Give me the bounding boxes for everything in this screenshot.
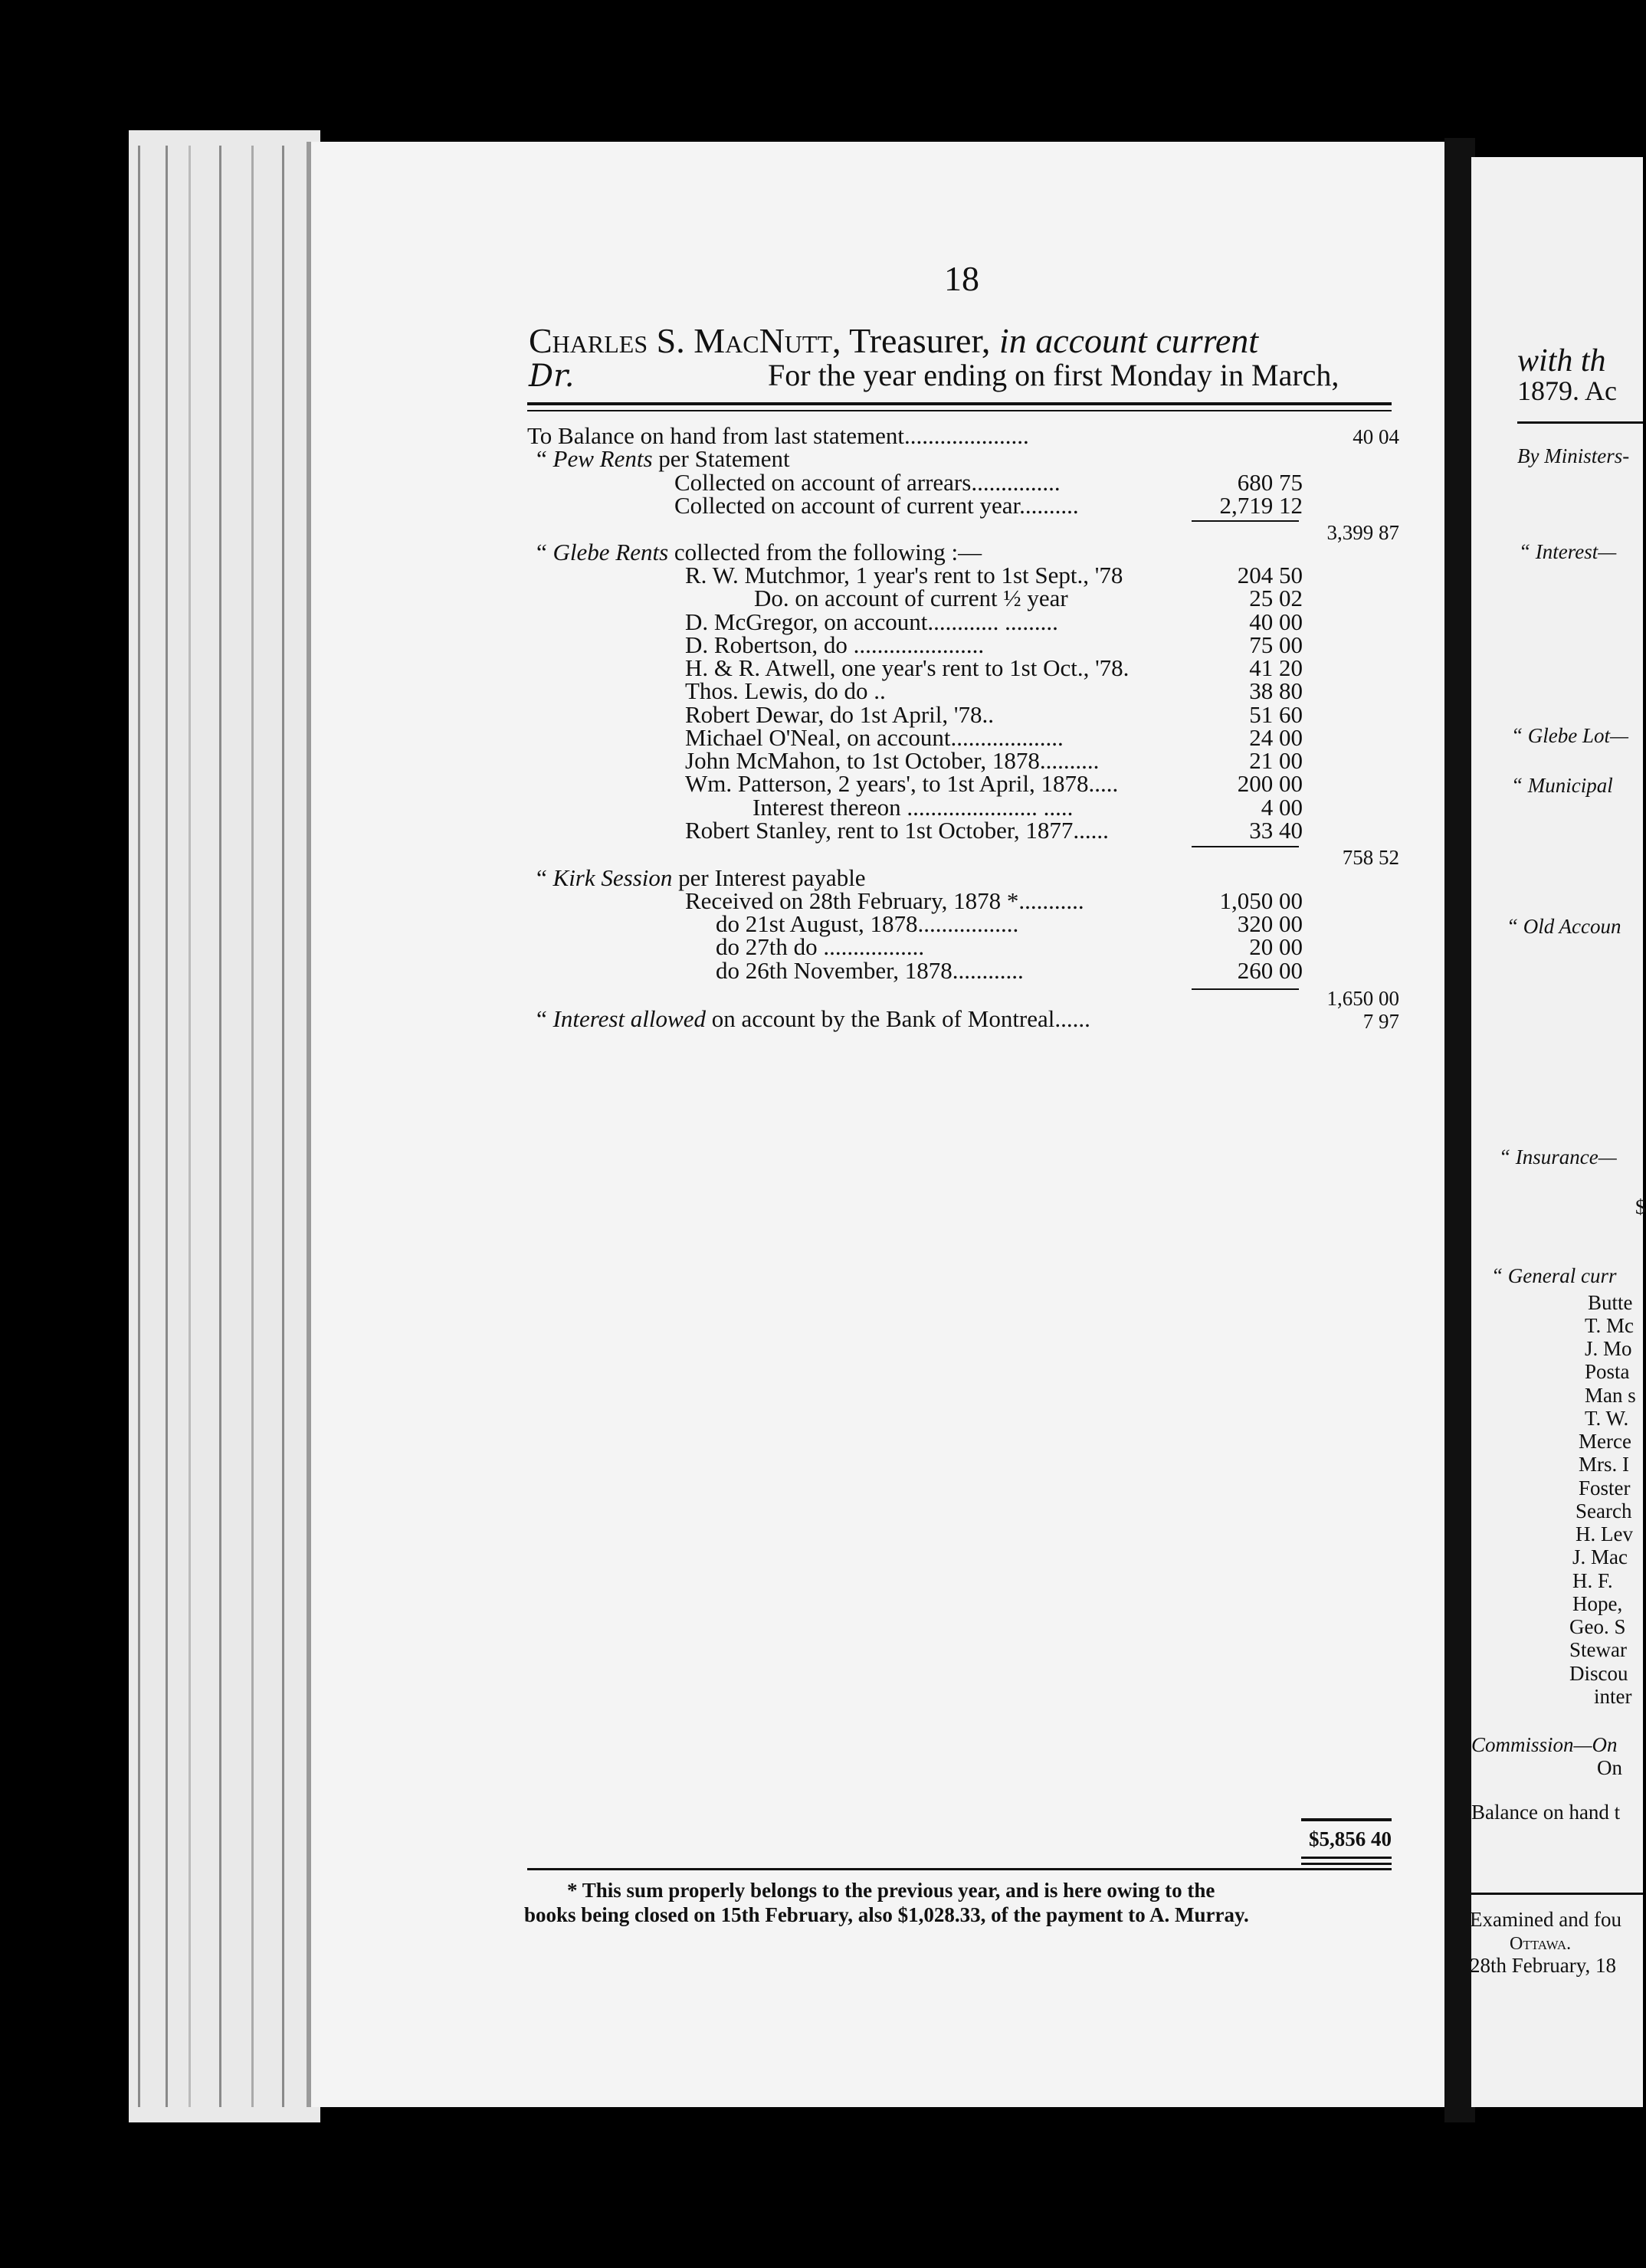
total-rule — [1301, 1863, 1392, 1865]
right-fragment: “ Municipal — [1511, 774, 1613, 797]
glebe-item-text: Thos. Lewis, do do .. — [685, 677, 886, 704]
right-page-header: 1879. Ac — [1517, 375, 1617, 406]
ditto-mark: “ — [536, 445, 547, 472]
interest-line — [536, 1007, 1090, 1031]
book-page-stack — [129, 130, 320, 2122]
page-edge-line — [282, 146, 284, 2107]
subtotal-rule — [1192, 988, 1299, 990]
current-year-line: Collected on account of current year.......... — [674, 492, 1079, 519]
right-fragment: Ottawa. — [1510, 1934, 1572, 1954]
glebe-total: 758 52 — [1342, 846, 1399, 869]
glebe-item-text: D. Robertson, do ...................... — [685, 631, 985, 658]
glebe-item-amount: 200 00 — [1237, 770, 1303, 797]
page-edge-line — [189, 146, 191, 2107]
book-gutter — [1444, 138, 1475, 2122]
pew-rents-line — [536, 447, 790, 470]
right-fragment: $ — [1635, 1195, 1646, 1218]
glebe-item-amount: 33 40 — [1249, 817, 1303, 844]
title-italic: in account current — [998, 321, 1259, 360]
page-edge-line — [138, 146, 140, 2107]
right-fragment: On — [1597, 1756, 1622, 1779]
glebe-item-amount: 25 02 — [1249, 585, 1303, 611]
kirk-item-text: do 26th November, 1878............ — [716, 957, 1024, 984]
interest-total: 7 97 — [1362, 1010, 1399, 1033]
pew-rents-label: Pew Rents — [552, 445, 653, 472]
right-fragment: “ General curr — [1491, 1264, 1617, 1287]
glebe-item-text: D. McGregor, on account............ ......... — [685, 608, 1058, 635]
interest-rest: on account by the Bank of Montreal...... — [711, 1005, 1090, 1032]
right-fragment: Geo. S — [1569, 1615, 1626, 1638]
glebe-item-amount: 4 00 — [1261, 794, 1303, 821]
footnote-line: books being closed on 15th February, also $1,028.33, of the payment to A. Murray. — [524, 1903, 1249, 1926]
right-fragment: Examined and fou — [1470, 1908, 1621, 1931]
glebe-item-text: Robert Dewar, do 1st April, '78.. — [685, 701, 994, 728]
treasurer-role: Treasurer, — [849, 321, 991, 360]
treasurer-name: Charles S. MacNutt, — [529, 321, 841, 360]
glebe-item-text: Do. on account of current ½ year — [754, 585, 1068, 611]
glebe-item-amount: 21 00 — [1249, 747, 1303, 774]
glebe-item-text: Michael O'Neal, on account................... — [685, 724, 1064, 751]
total-rule — [1301, 1857, 1392, 1859]
right-fragment: J. Mac — [1572, 1545, 1628, 1568]
subtotal-rule — [1192, 520, 1299, 522]
glebe-item-amount: 51 60 — [1249, 701, 1303, 728]
right-fragment: Discou — [1569, 1662, 1628, 1685]
right-fragment: Man s — [1585, 1384, 1636, 1407]
glebe-rents-line — [536, 540, 982, 564]
glebe-item-text: Wm. Patterson, 2 years', to 1st April, 1878..... — [685, 770, 1119, 797]
grand-total: $5,856 40 — [1309, 1827, 1392, 1850]
footnote-rule — [527, 1868, 1392, 1870]
right-fragment: H. Lev — [1576, 1522, 1633, 1545]
right-fragment: T. W. — [1585, 1407, 1629, 1430]
ditto-mark: “ — [536, 539, 547, 565]
right-footer-rule — [1470, 1893, 1643, 1895]
ledger-title — [529, 323, 1258, 359]
glebe-item-amount: 41 20 — [1249, 654, 1303, 681]
glebe-item-text: R. W. Mutchmor, 1 year's rent to 1st Sept., '78 — [685, 562, 1123, 588]
glebe-item-text: Robert Stanley, rent to 1st October, 1877...... — [685, 817, 1109, 844]
glebe-item-text: John McMahon, to 1st October, 1878.......... — [685, 747, 1100, 774]
balance-total: 40 04 — [1353, 425, 1399, 448]
right-fragment: H. F. — [1572, 1569, 1613, 1592]
right-fragment: Foster — [1579, 1476, 1631, 1499]
subtotal-rule — [1192, 846, 1299, 847]
right-fragment: “ Glebe Lot— — [1511, 724, 1629, 747]
glebe-item-amount: 40 00 — [1249, 608, 1303, 635]
right-fragment: inter — [1594, 1685, 1632, 1708]
right-fragment: Merce — [1579, 1430, 1631, 1453]
glebe-item-amount: 204 50 — [1237, 562, 1303, 588]
glebe-item-text: Interest thereon ...................... ..... — [753, 794, 1074, 821]
right-fragment: T. Mc — [1585, 1314, 1634, 1337]
right-fragment: Balance on hand t — [1471, 1801, 1621, 1824]
right-fragment: Stewar — [1569, 1638, 1627, 1661]
balance-line: To Balance on hand from last statement..................... — [527, 422, 1029, 449]
kirk-total: 1,650 00 — [1326, 987, 1399, 1010]
kirk-session-rest: per Interest payable — [678, 864, 866, 891]
footnote-line: * This sum properly belongs to the previous year, and is here owing to the — [567, 1879, 1215, 1902]
arrears-amount: 680 75 — [1237, 469, 1303, 496]
right-fragment: By Ministers- — [1517, 444, 1630, 467]
total-rule — [1301, 1818, 1392, 1821]
arrears-line: Collected on account of arrears............... — [674, 469, 1061, 496]
pew-total: 3,399 87 — [1326, 521, 1399, 544]
right-fragment: J. Mo — [1585, 1337, 1632, 1360]
right-fragment: Search — [1576, 1499, 1632, 1522]
glebe-rents-rest: collected from the following :— — [674, 539, 982, 565]
page-number: 18 — [944, 259, 979, 298]
right-fragment: 28th February, 18 — [1470, 1954, 1616, 1977]
glebe-rents-label: Glebe Rents — [552, 539, 669, 565]
right-fragment: Posta — [1585, 1360, 1630, 1383]
kirk-item-text: do 21st August, 1878................. — [716, 910, 1019, 937]
kirk-item-amount: 1,050 00 — [1219, 887, 1303, 914]
pew-rents-rest: per Statement — [658, 445, 790, 472]
kirk-item-amount: 20 00 — [1249, 933, 1303, 960]
right-fragment: “ Interest— — [1519, 540, 1617, 563]
page-edge-line — [219, 146, 221, 2107]
page-edge-line — [166, 146, 168, 2107]
right-fragment: Butte — [1588, 1291, 1633, 1314]
kirk-session-line — [536, 866, 866, 890]
glebe-item-amount: 24 00 — [1249, 724, 1303, 751]
glebe-item-text: H. & R. Atwell, one year's rent to 1st Oct., '78. — [685, 654, 1130, 681]
page-edge-line — [251, 146, 254, 2107]
kirk-item-text: do 27th do ................. — [716, 933, 925, 960]
right-fragment: Mrs. I — [1579, 1453, 1629, 1476]
interest-label: Interest allowed — [552, 1005, 706, 1032]
kirk-item-amount: 320 00 — [1237, 910, 1303, 937]
kirk-item-amount: 260 00 — [1237, 957, 1303, 984]
kirk-item-text: Received on 28th February, 1878 *........... — [685, 887, 1084, 914]
right-fragment: Commission—On — [1471, 1733, 1618, 1756]
right-header-rule — [1517, 421, 1643, 424]
right-fragment: Hope, — [1572, 1592, 1623, 1615]
ditto-mark: “ — [536, 864, 547, 891]
right-fragment: “ Old Accoun — [1507, 915, 1621, 938]
right-fragment: “ Insurance— — [1499, 1145, 1617, 1168]
debit-label: Dr. — [529, 359, 575, 394]
ledger-subtitle: For the year ending on first Monday in March, — [768, 358, 1339, 392]
ditto-mark: “ — [536, 1005, 547, 1032]
right-page-header: with th — [1517, 343, 1606, 379]
current-year-amount: 2,719 12 — [1219, 492, 1303, 519]
kirk-session-label: Kirk Session — [552, 864, 673, 891]
glebe-item-amount: 38 80 — [1249, 677, 1303, 704]
header-rule — [527, 410, 1392, 411]
header-rule — [527, 402, 1392, 405]
glebe-item-amount: 75 00 — [1249, 631, 1303, 658]
